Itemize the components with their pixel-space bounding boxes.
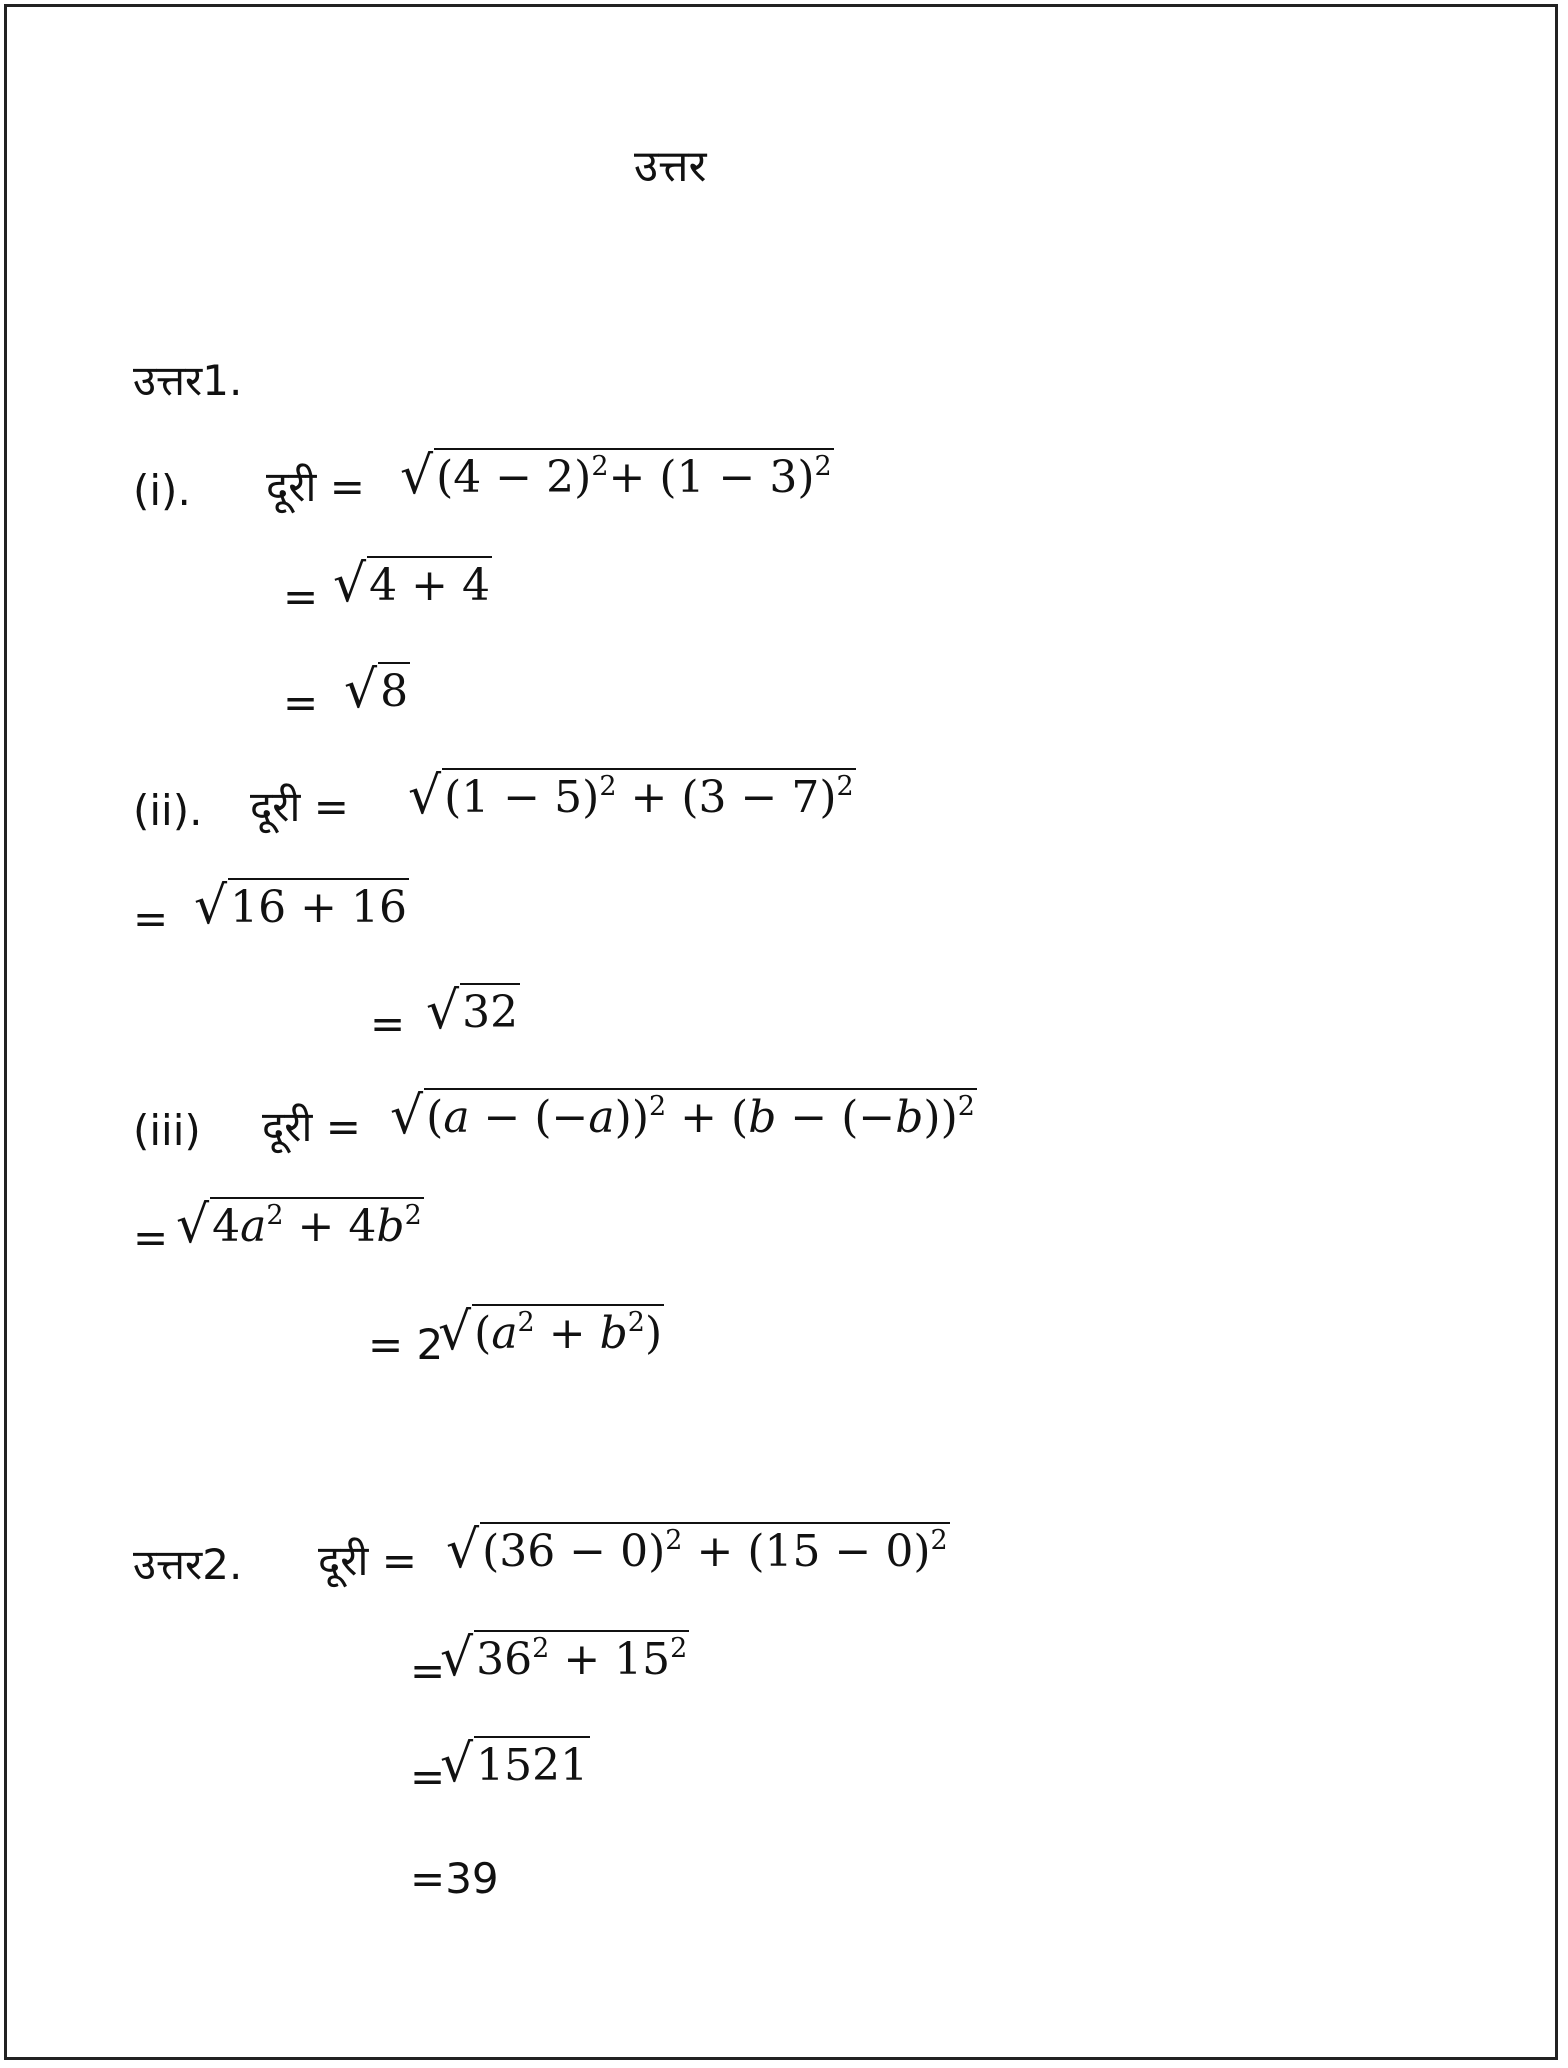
part-ii-step3	[426, 981, 520, 1042]
part-ii-step3-equals: =	[370, 999, 406, 1048]
answer-1-label: उत्तर1.	[133, 356, 243, 405]
sqrt-expression: √ $(36 - 0)^2 + (15 - 0)^2$	[446, 1520, 948, 1581]
page-border	[4, 4, 1558, 2060]
page-title: उत्तर	[634, 141, 707, 192]
part-ii-label: (ii).	[133, 786, 203, 835]
answer-2-step3-equals: =	[410, 1752, 446, 1801]
part-ii-distance-word: दूरी =	[250, 782, 349, 831]
sqrt-expression: √ $(1 - 5)^2 + (3 - 7)^2$	[408, 766, 854, 827]
answer-2-step2	[440, 1628, 689, 1689]
part-iii-step2	[176, 1195, 424, 1256]
part-ii-step2-equals: =	[133, 894, 169, 943]
sqrt-expression: √ $(4 - 2)^2+ (1 - 3)^2$	[400, 446, 832, 507]
part-iii-formula	[390, 1086, 977, 1147]
part-i-label: (i).	[133, 466, 191, 515]
part-iii-step3	[438, 1302, 664, 1363]
part-iii-distance-word: दूरी =	[262, 1102, 361, 1151]
sqrt-expression: √ $4a^2 + 4b^2$	[176, 1195, 422, 1256]
sqrt-expression: √ 8	[344, 660, 409, 721]
part-i-step3	[344, 660, 410, 721]
answer-2-result: =39	[410, 1854, 499, 1903]
answer-2-label: उत्तर2.	[133, 1540, 243, 1589]
part-i-distance-word: दूरी =	[266, 462, 365, 511]
part-i-step2	[333, 554, 492, 615]
answer-2-formula	[446, 1520, 950, 1581]
part-iii-step3-prefix: = 2	[368, 1320, 444, 1369]
part-ii-step2	[194, 876, 409, 937]
part-i-step3-equals: =	[283, 678, 319, 727]
sqrt-expression: √ 4 + 4	[333, 554, 490, 615]
sqrt-expression: √ $(a - (-a))^2 + (b - (-b))^2$	[390, 1086, 975, 1147]
part-iii-step2-equals: =	[133, 1213, 169, 1262]
sqrt-expression: √ 1521	[440, 1734, 589, 1795]
part-ii-formula	[408, 766, 856, 827]
part-iii-label: (iii)	[133, 1106, 201, 1155]
answer-2-step2-equals: =	[410, 1646, 446, 1695]
sqrt-expression: √ $(a^2 + b^2)$	[438, 1302, 663, 1363]
part-i-step2-equals: =	[283, 572, 319, 621]
answer-2-distance-word: दूरी =	[318, 1536, 417, 1585]
sqrt-expression: √ 16 + 16	[194, 876, 407, 937]
sqrt-expression: √ 32	[426, 981, 519, 1042]
answer-2-step3	[440, 1734, 590, 1795]
part-i-formula	[400, 446, 834, 507]
sqrt-expression: √ $36^2 + 15^2$	[440, 1628, 688, 1689]
